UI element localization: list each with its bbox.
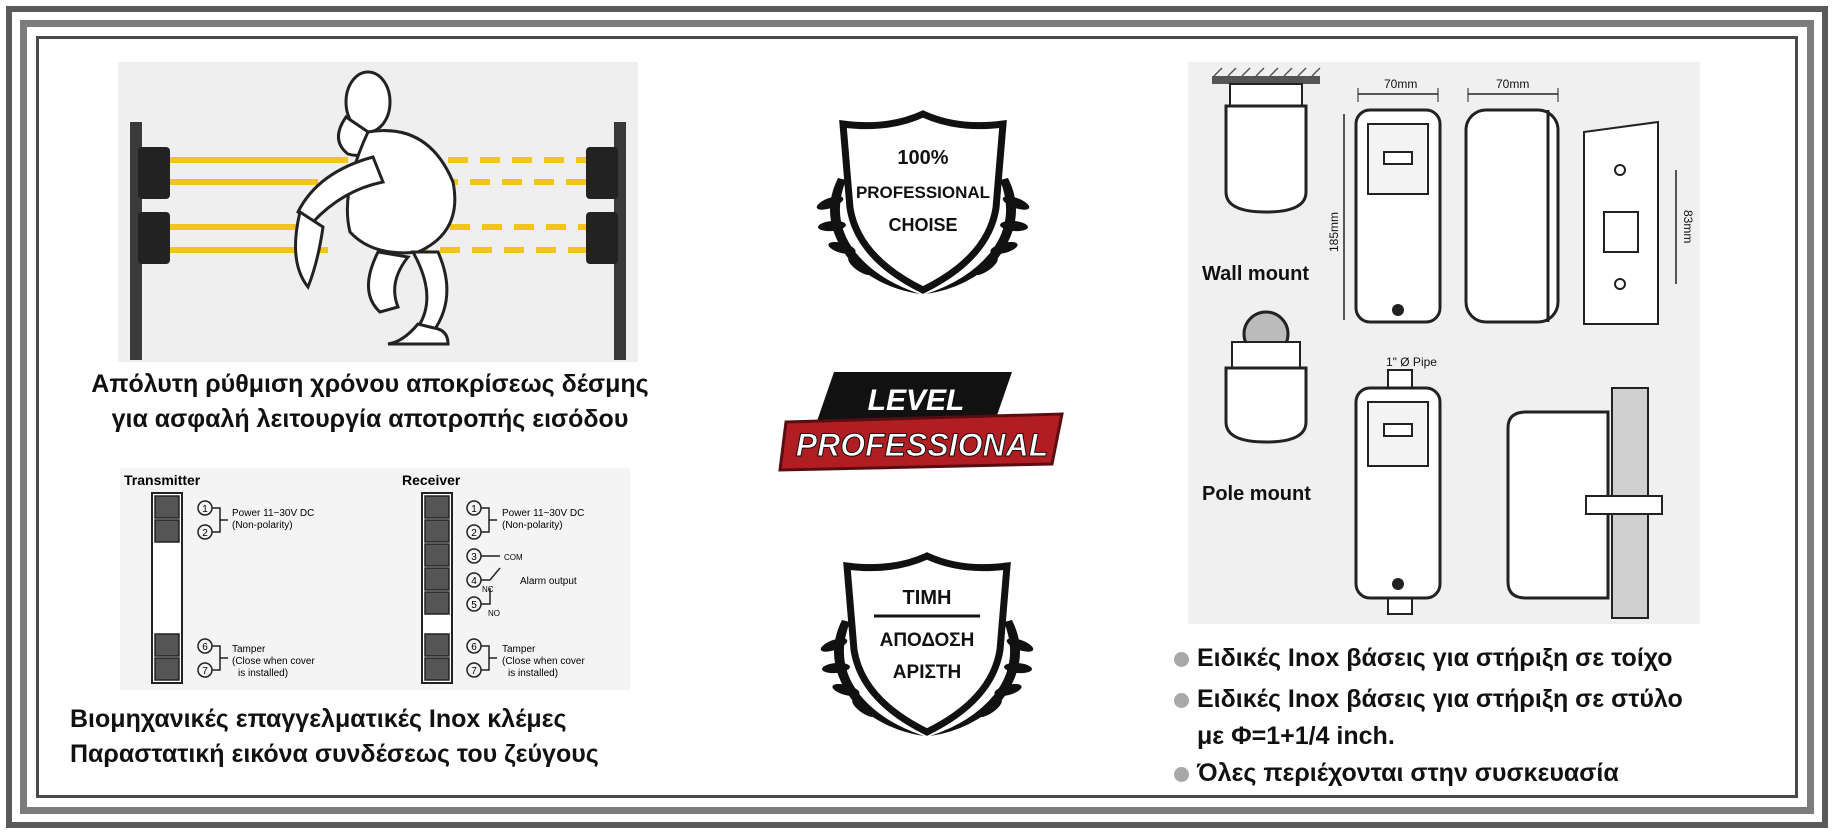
- list-item: [1170, 681, 1683, 718]
- mounting-svg: [1188, 62, 1700, 624]
- wiring-caption-line2: Παραστατική εικόνα συνδέσεως του ζεύγους: [70, 740, 599, 768]
- shield2-line2: ΑΠΟΔΟΣΗ: [879, 630, 975, 651]
- wiring-caption-line1: Βιομηχανικές επαγγελματικές Inox κλέμες: [70, 705, 567, 733]
- illustration-caption-line2: για ασφαλή λειτουργία αποτροπής εισόδου: [111, 405, 629, 433]
- dim-width-2: 70mm: [1496, 77, 1530, 91]
- beam-illustration: [118, 62, 638, 362]
- wiring-svg: [120, 468, 630, 690]
- shield1-line2: PROFESSIONAL: [855, 183, 991, 202]
- bullet-dot-icon: [1174, 767, 1189, 782]
- rx-tamper: Tamper: [502, 644, 536, 655]
- shield1-line3: CHOISE: [888, 215, 958, 235]
- intruder-beam-svg: [118, 62, 638, 362]
- rx-terminal-7: 7: [471, 666, 477, 677]
- tx-tamper: Tamper: [232, 644, 266, 655]
- tx-is-installed: is installed): [238, 668, 289, 679]
- bullet-dot-icon: [1174, 652, 1189, 667]
- rx-alarm-output: Alarm output: [520, 576, 577, 587]
- pole-mount-label: Pole mount: [1202, 483, 1311, 505]
- rx-terminal-6: 6: [471, 642, 477, 653]
- tx-close-when-cover: (Close when cover: [232, 656, 315, 667]
- wiring-diagram: [120, 468, 630, 690]
- illustration-caption: [60, 367, 680, 437]
- list-item: [1170, 755, 1683, 792]
- wiring-caption: [70, 702, 670, 772]
- tx-power-label: Power 11~30V DC: [232, 508, 315, 519]
- transmitter-title: Transmitter: [124, 472, 201, 488]
- level-bottom-text: PROFESSIONAL: [795, 427, 1049, 463]
- mounting-diagram: [1188, 62, 1700, 624]
- rx-terminal-1: 1: [471, 504, 477, 515]
- rx-terminal-5: 5: [471, 600, 477, 611]
- tx-terminal-2: 2: [202, 528, 208, 539]
- rx-nc: NC: [482, 585, 494, 594]
- rx-terminal-4: 4: [471, 576, 477, 587]
- bullet-text: Ειδικές Inox βάσεις για στήριξη σε στύλο: [1197, 685, 1683, 713]
- dim-holes: 83mm: [1681, 210, 1695, 244]
- wall-mount-label: Wall mount: [1202, 263, 1310, 285]
- shield2-line3: ΑΡΙΣΤΗ: [892, 662, 962, 683]
- rx-power-label: Power 11~30V DC: [502, 508, 585, 519]
- features-list: [1170, 640, 1683, 792]
- bullet-text: Ειδικές Inox βάσεις για στήριξη σε τοίχο: [1197, 644, 1673, 672]
- dim-width-1: 70mm: [1384, 77, 1418, 91]
- tx-terminal-7: 7: [202, 666, 208, 677]
- bullet-text: με Φ=1+1/4 inch.: [1197, 722, 1395, 750]
- rx-com: COM: [504, 553, 523, 562]
- level-professional-icon: [776, 370, 1066, 480]
- shield2-line1: ΤΙΜΗ: [902, 587, 952, 609]
- list-item: [1170, 640, 1683, 677]
- bullet-dot-icon: [1174, 693, 1189, 708]
- tx-terminal-1: 1: [202, 504, 208, 515]
- rx-close-when-cover: (Close when cover: [502, 656, 585, 667]
- tx-non-polarity: (Non-polarity): [232, 520, 293, 531]
- list-item-continuation: [1170, 718, 1683, 755]
- shield1-line1: 100%: [897, 147, 949, 169]
- timi-apodosi-badge: [812, 550, 1042, 740]
- rx-is-installed: is installed): [508, 668, 559, 679]
- rx-terminal-2: 2: [471, 528, 477, 539]
- pipe-label: 1" Ø Pipe: [1386, 355, 1437, 369]
- rx-non-polarity: (Non-polarity): [502, 520, 563, 531]
- receiver-title: Receiver: [402, 472, 461, 488]
- shield-laurel-icon-2: [812, 550, 1042, 740]
- bullet-text: Όλες περιέχονται στην συσκευασία: [1197, 759, 1619, 787]
- tx-terminal-6: 6: [202, 642, 208, 653]
- level-professional-badge: [776, 370, 1066, 480]
- rx-terminal-3: 3: [471, 552, 477, 563]
- shield-laurel-icon: [808, 108, 1038, 298]
- professional-choise-badge: [808, 108, 1038, 298]
- rx-no: NO: [488, 609, 500, 618]
- dim-height: 185mm: [1327, 211, 1341, 252]
- illustration-caption-line1: Απόλυτη ρύθμιση χρόνου αποκρίσεως δέσμης: [91, 370, 649, 398]
- level-top-text: LEVEL: [867, 384, 965, 417]
